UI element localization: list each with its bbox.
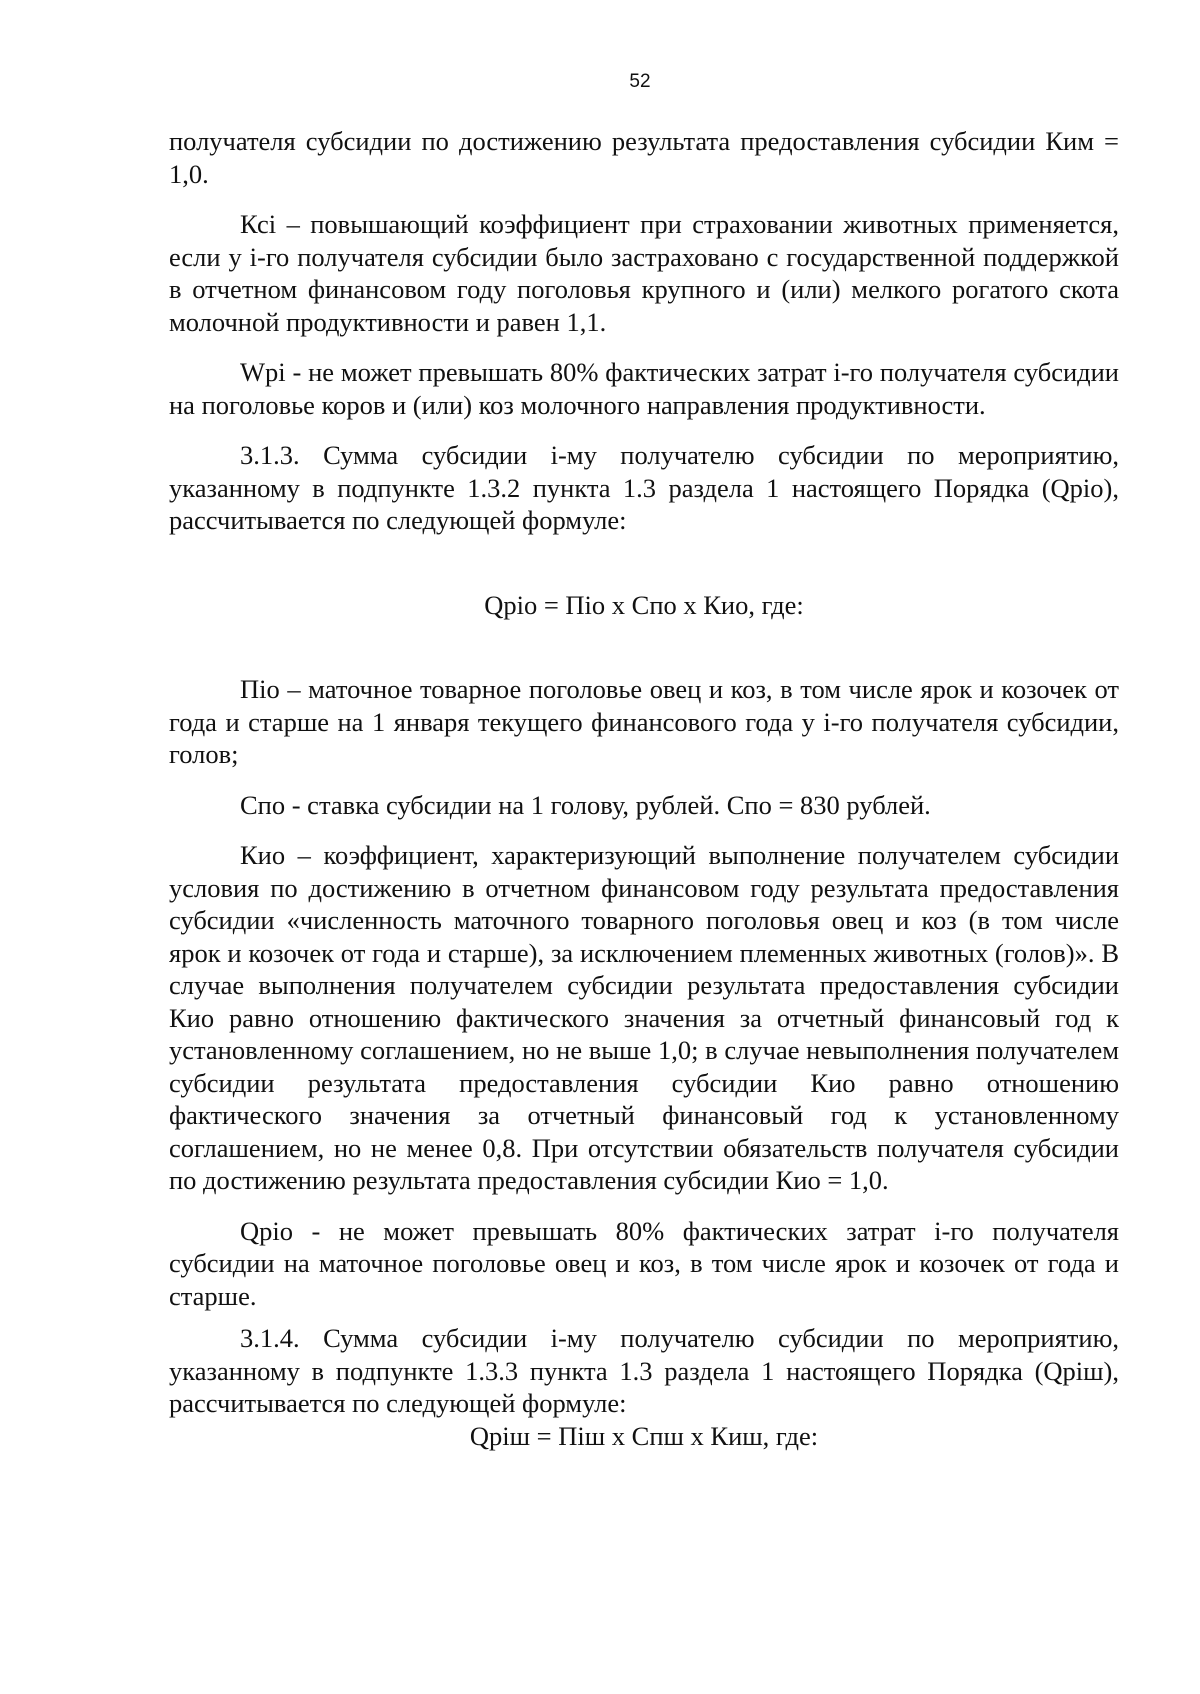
paragraph-section-3-1-4: 3.1.4. Сумма субсидии i-му получателю субсидии по мероприятию, указанному в подпункте 1.3.3 пункта 1.3 раздела 1 настоящего Порядка (Qpiш), рассчитывается по следующей формуле: — [169, 1323, 1119, 1418]
formula-qpish: Qpiш = Пiш х Спш х Киш, где: — [469, 1420, 819, 1451]
paragraph-pio-definition: Пio – маточное товарное поголовье овец и коз, в том числе ярок и козочек от года и старше на 1 января текущего финансового года у i-го получателя субсидии, голов; — [169, 674, 1119, 769]
paragraph-qpio-limit: Qpio - не может превышать 80% фактических затрат i-го получателя субсидии на маточное поголовье овец и коз, в том числе ярок и козочек от года и старше. — [169, 1215, 1119, 1311]
paragraph-section-3-1-3: 3.1.3. Сумма субсидии i-му получателю субсидии по мероприятию, указанному в подпункте 1.3.2 пункта 1.3 раздела 1 настоящего Порядка (Qpio), рассчитывается по следующей формуле: — [169, 440, 1119, 535]
paragraph-kio-definition: Кио – коэффициент, характеризующий выполнение получателем субсидии условия по достижению в отчетном финансовом году результата предоставления субсидии «численность маточного товарного поголовья овец и коз (в том числе ярок и козочек от года и старше), за исключением племенных животных (голов)». В случае выполнения получателем субсидии результата предоставления субсидии Кио равно отношению фактического значения за отчетный финансовый год к установленному соглашением, но не выше 1,0; в случае невыполнения получателем субсидии результата предоставления субсидии Кио равно отношению фактического значения за отчетный финансовый год к установленному соглашением, но не менее 0,8. При отсутствии обязательств получателя субсидии по достижению результата предоставления субсидии Кио = 1,0. — [169, 840, 1119, 1195]
paragraph-wpi-limit: Wpi - не может превышать 80% фактических затрат i-го получателя субсидии на поголовье коров и (или) коз молочного направления продуктивности. — [169, 357, 1119, 420]
document-body — [169, 125, 1119, 1452]
page-number: 52 — [629, 71, 651, 92]
formula-qpio: Qpio = Пio х Cпо х Кио, где: — [484, 589, 804, 620]
paragraph-ksi-definition: Ксi – повышающий коэффициент при страховании животных применяется, если у i-го получателя субсидии было застраховано с государственной поддержкой в отчетном финансовом году поголовья крупного и (или) мелкого рогатого скота молочной продуктивности и равен 1,1. — [169, 209, 1119, 337]
paragraph-cpo-rate: Cпо - ставка субсидии на 1 голову, рублей. Cпо = 830 рублей. — [240, 789, 931, 820]
paragraph-kim-continuation: получателя субсидии по достижению результата предоставления субсидии Ким = 1,0. — [169, 126, 1119, 189]
